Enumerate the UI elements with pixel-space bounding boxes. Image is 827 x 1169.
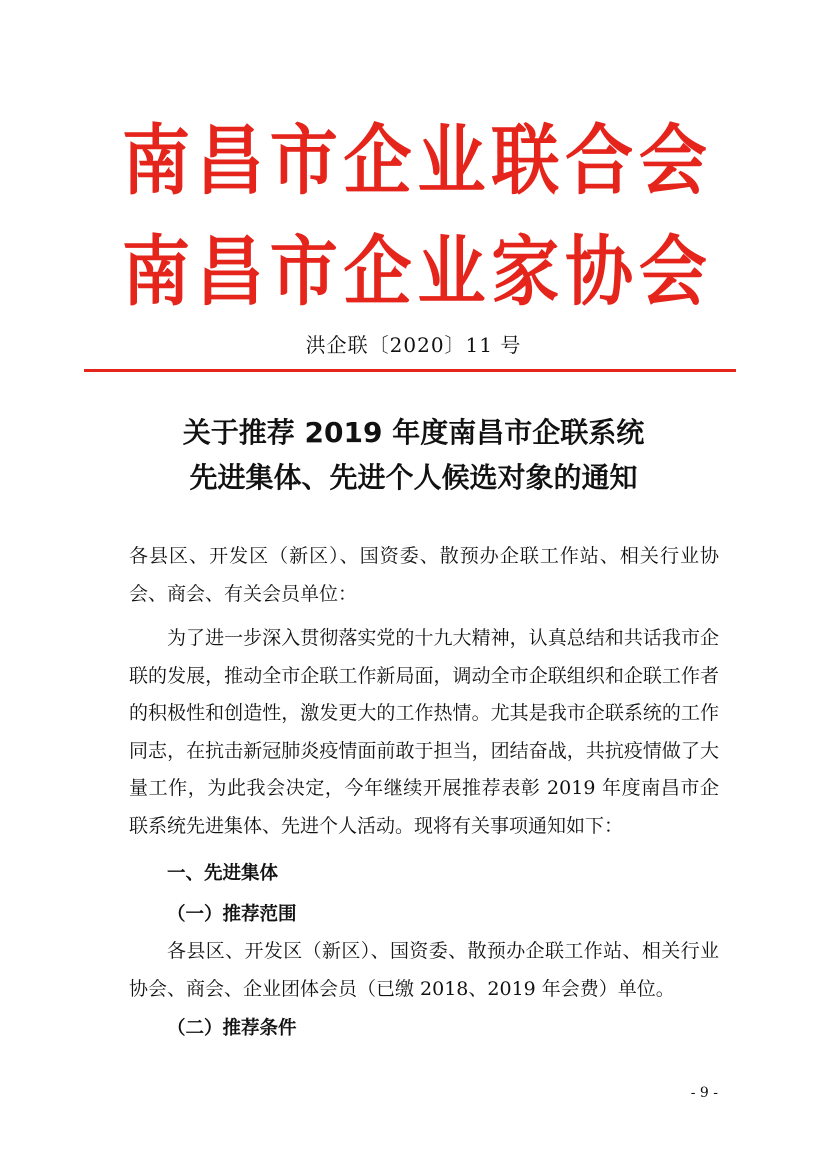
intro-paragraph: 为了进一步深入贯彻落实党的十九大精神，认真总结和共话我市企联的发展，推动全市企联工作新局面，调动全市企联组织和企联工作者的积极性和创造性，激发更大的工作热情。尤其是我市企联系统的工作同志，在抗击新冠肺炎疫情面前敢于担当，团结奋战，共抗疫情做了大量工作，为此我会决定，今年继续开展推荐表彰 2019 年度南昌市企联系统先进集体、先进个人活动。现将有关事项通知如下： (129, 627, 719, 837)
org-char: 业 (417, 116, 486, 206)
scope-paragraph: 各县区、开发区（新区）、国资委、散预办企联工作站、相关行业协会、商会、企业团体会员（已缴 2018、2019 年会费）单位。 (129, 940, 719, 1000)
org-char: 协 (565, 227, 634, 317)
subsection-heading: （二）推荐条件 (167, 1018, 297, 1039)
salutation: 各县区、开发区（新区）、国资委、散预办企联工作站、相关行业协会、商会、有关会员单位： (129, 545, 719, 605)
page-number: - 9 - (690, 1085, 718, 1101)
notice-title-line-2: 先进集体、先进个人候选对象的通知 (189, 461, 638, 494)
document-number: 洪企联〔2020〕11 号 (305, 333, 522, 357)
org-char: 企 (343, 227, 412, 317)
subsection-heading: （一）推荐范围 (167, 904, 297, 925)
org-char: 企 (343, 116, 412, 206)
section-heading: 一、先进集体 (167, 863, 279, 884)
org-char: 市 (269, 227, 338, 317)
org-char: 合 (565, 116, 634, 206)
org-char: 业 (417, 227, 486, 317)
org-char: 昌 (195, 116, 264, 206)
red-header-rule (84, 369, 736, 372)
org-name-line-2 (122, 227, 707, 317)
notice-title-line-1: 关于推荐 2019 年度南昌市企联系统 (182, 416, 645, 449)
org-char: 市 (269, 116, 338, 206)
org-char: 昌 (195, 227, 264, 317)
org-char: 南 (122, 227, 191, 317)
org-char: 联 (491, 116, 560, 206)
org-name-line-1 (122, 116, 707, 206)
org-char: 家 (491, 227, 560, 317)
org-char: 会 (638, 227, 707, 317)
org-char: 南 (122, 116, 191, 206)
org-char: 会 (638, 116, 707, 206)
